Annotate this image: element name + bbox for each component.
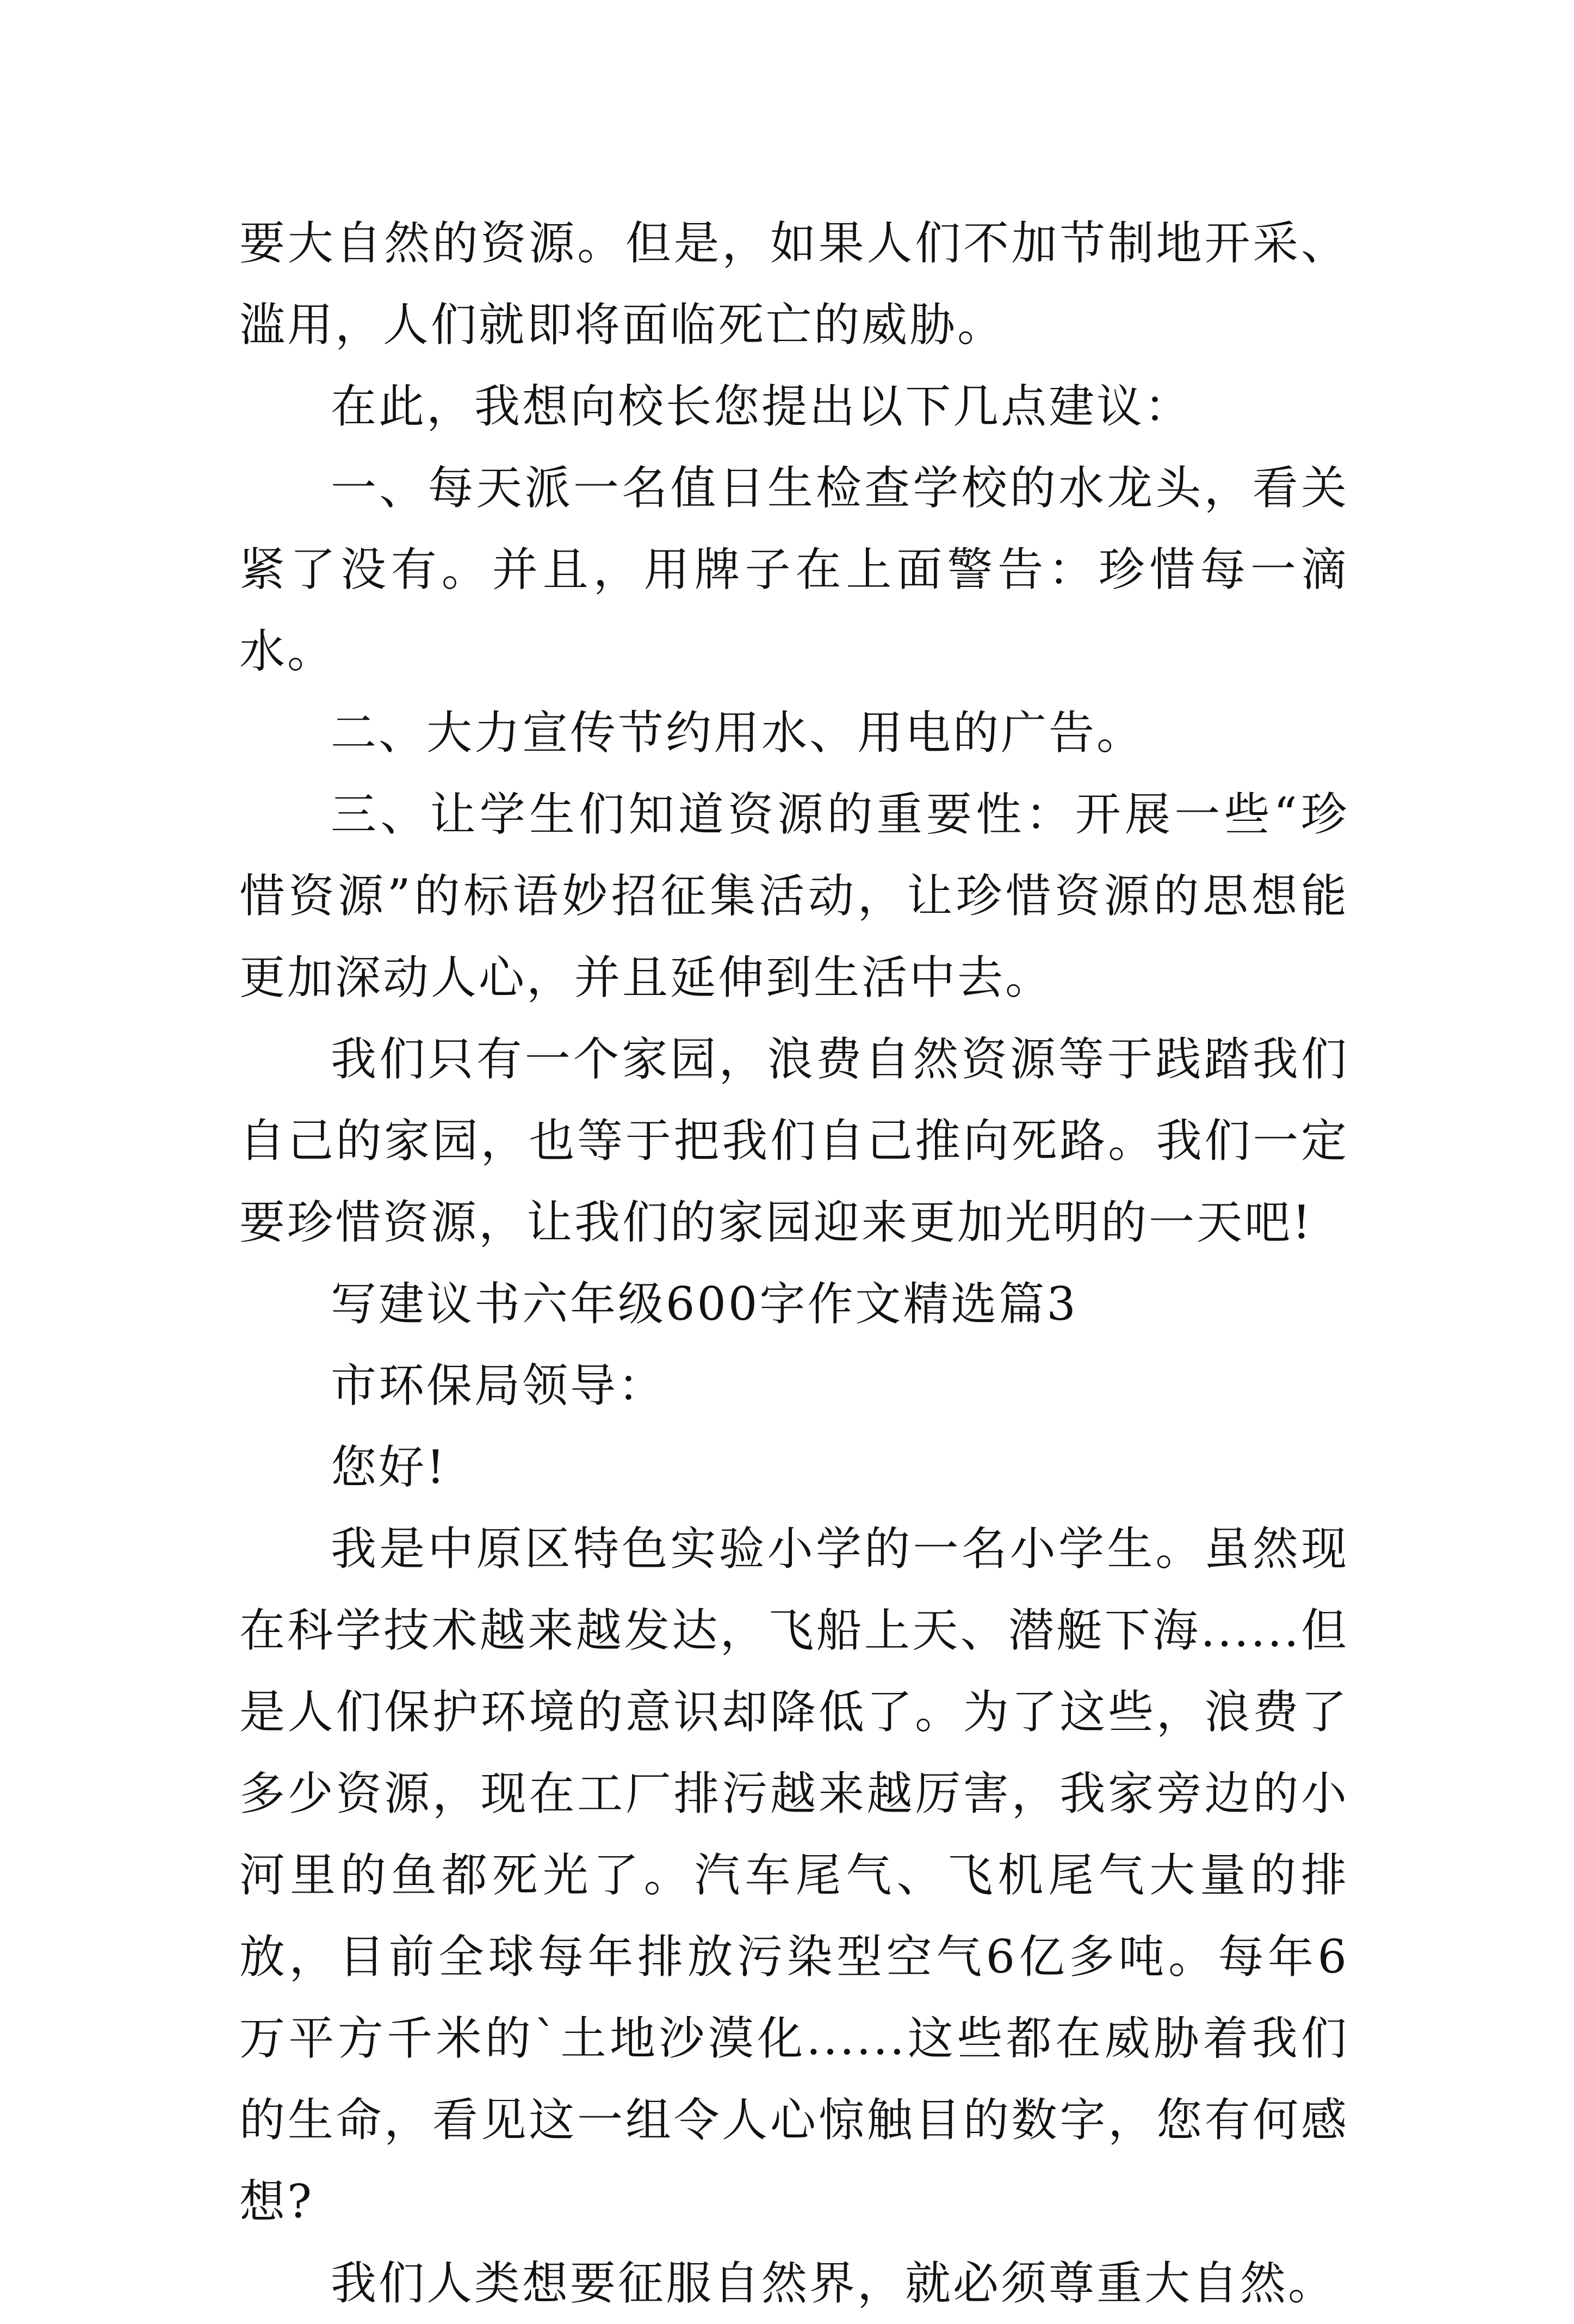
letter-greeting: 您好! bbox=[331, 1441, 447, 1494]
paragraph-suggestion-2: 二、大力宣传节约用水、用电的广告。 bbox=[331, 706, 1145, 759]
paragraph-environment: 我是中原区特色实验小学的一名小学生。虽然现在科学技术越来越发达，飞船上天、潜艇下海......但是人们保护环境的意识却降低了。为了这些，浪费了多少资源，现在工厂排污越来越厉害，我家旁边的小河里的鱼都死光了。汽车尾气、飞机尾气大量的排放，目前全球每年排放污染型空气6亿多吨。每年6万平方千米的`土地沙漠化......这些都在威胁着我们的生命，看见这一组令人心惊触目的数字，您有何感想? bbox=[239, 1522, 1349, 2228]
paragraph-suggestion-intro: 在此，我想向校长您提出以下几点建议： bbox=[331, 380, 1193, 433]
letter-salutation: 市环保局领导： bbox=[331, 1359, 666, 1412]
section-heading: 写建议书六年级600字作文精选篇3 bbox=[331, 1277, 1078, 1331]
paragraph-conclusion: 我们只有一个家园，浪费自然资源等于践踏我们自己的家园，也等于把我们自己推向死路。我们一定要珍惜资源，让我们的家园迎来更加光明的一天吧! bbox=[239, 1033, 1349, 1249]
paragraph-resources-threat: 要大自然的资源。但是，如果人们不加节制地开采、滥用，人们就即将面临死亡的威胁。 bbox=[239, 217, 1349, 351]
paragraph-suggestion-1: 一、每天派一名值日生检查学校的水龙头，看关紧了没有。并且，用牌子在上面警告：珍惜每一滴水。 bbox=[239, 461, 1349, 678]
paragraph-suggestion-3: 三、让学生们知道资源的重要性：开展一些“珍惜资源”的标语妙招征集活动，让珍惜资源的思想能更加深动人心，并且延伸到生活中去。 bbox=[239, 788, 1349, 1004]
document-body bbox=[239, 202, 1349, 2324]
paragraph-respect-nature: 我们人类想要征服自然界，就必须尊重大自然。 bbox=[331, 2257, 1336, 2310]
